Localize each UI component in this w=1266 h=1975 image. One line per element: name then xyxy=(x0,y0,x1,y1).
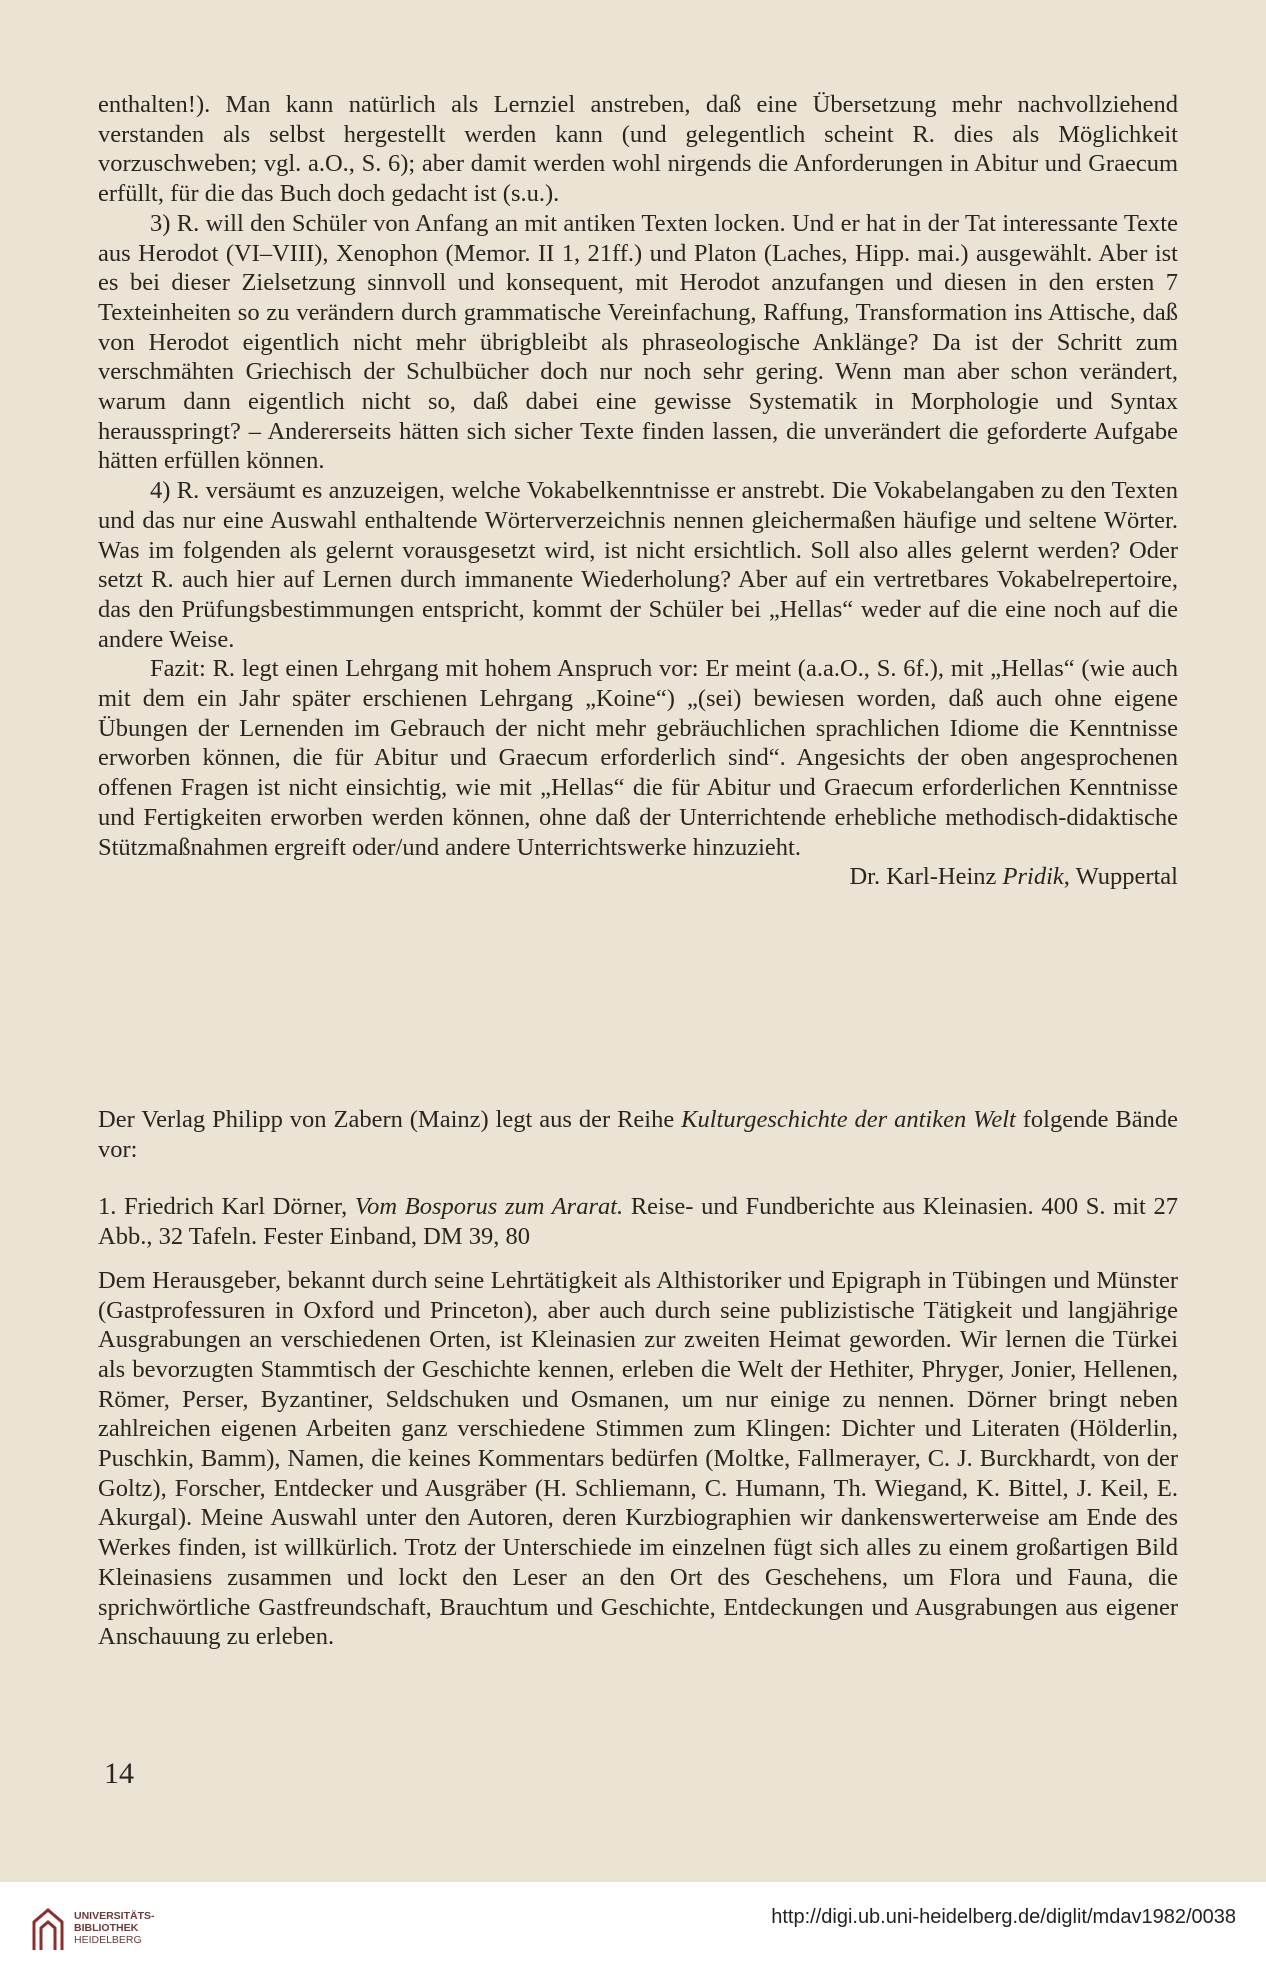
review-section xyxy=(98,90,1178,892)
library-name-line-2: BIBLIOTHEK xyxy=(74,1922,139,1934)
review-paragraph-2: 3) R. will den Schüler von Anfang an mit antiken Texten locken. Und er hat in der Tat interessante Texte aus Herodot (VI–VIII), Xenophon (Memor. II 1, 21ff.) und Platon (Laches, Hipp. mai.) ausgewählt. Aber ist es bei dieser Zielsetzung sinnvoll und konsequent, mit Herodot anzufangen und diesen in den ersten 7 Texteinheiten so zu verändern durch grammatische Vereinfachung, Raffung, Transformation ins Attische, daß von Herodot eigentlich nicht mehr übrigbleibt als phraseologische Anklänge? Da ist der Schritt zum verschmähten Griechisch der Schulbücher doch nur noch sehr gering. Wenn man aber schon verändert, warum dann eigentlich nicht so, daß dabei eine gewisse Systematik in Morphologie und Syntax herausspringt? – Andererseits hätten sich sicher Texte finden lassen, die unverändert die geforderte Aufgabe hätten erfüllen können. xyxy=(98,209,1178,475)
spacer xyxy=(98,1164,1178,1192)
spacer xyxy=(98,1252,1178,1266)
signature-prefix: Dr. Karl-Heinz xyxy=(849,863,1003,891)
review-signature xyxy=(98,862,1178,892)
notice-intro xyxy=(98,1105,1178,1164)
notice-intro-prefix: Der Verlag Philipp von Zabern (Mainz) legt aus der Reihe xyxy=(98,1106,682,1133)
book-entry-title: Vom Bosporus zum Ararat. xyxy=(354,1193,624,1221)
library-name xyxy=(74,1910,155,1946)
source-url-link[interactable]: http://digi.ub.uni-heidelberg.de/diglit/mdav1982/0038 xyxy=(771,1906,1236,1928)
signature-name: Pridik xyxy=(1002,863,1064,891)
series-title: Kulturgeschichte der antiken Welt xyxy=(681,1106,1016,1133)
digitization-footer xyxy=(0,1882,1266,1975)
publisher-notice-section xyxy=(98,1105,1178,1652)
signature-suffix: , Wuppertal xyxy=(1063,863,1178,891)
library-name-line-3: HEIDELBERG xyxy=(74,1934,142,1946)
book-entry-author: 1. Friedrich Karl Dörner, xyxy=(98,1193,355,1221)
book-entry-details: Reise- und Fundberichte aus Kleinasien. 400 S. mit 27 Abb., 32 Tafeln. Fester Einband, DM 39, 80 xyxy=(98,1193,1178,1251)
notice-intro-suffix: folgende Bände vor: xyxy=(98,1106,1178,1163)
review-paragraph-4: Fazit: R. legt einen Lehrgang mit hohem Anspruch vor: Er meint (a.a.O., S. 6f.), mit „Hellas“ (wie auch mit dem ein Jahr später erschienen Lehrgang „Koine“) „(sei) bewiesen worden, daß auch ohne eigene Übungen der Lernenden im Gebrauch der nicht mehr gebräuchlichen sprachlichen Idiome die Kenntnisse erworben können, die für Abitur und Graecum erforderlich sind“. Angesichts der oben angesprochenen offenen Fragen ist nicht einsichtig, wie mit „Hellas“ die für Abitur und Graecum erforderlichen Kenntnisse und Fertigkeiten erworben werden können, ohne daß der Unterrichtende erhebliche methodisch-didaktische Stützmaßnahmen ergreift oder/und andere Unterrichtswerke hinzuzieht. xyxy=(98,655,1178,861)
library-name-line-1: UNIVERSITÄTS- xyxy=(74,1910,155,1922)
review-paragraph-1: enthalten!). Man kann natürlich als Lernziel anstreben, daß eine Übersetzung mehr nachvollziehend verstanden als selbst hergestellt werden kann (und gelegentlich scheint R. dies als Möglichkeit vorzuschweben; vgl. a.O., S. 6); aber damit werden wohl nirgends die Anforderungen in Abitur und Graecum erfüllt, für die das Buch doch gedacht ist (s.u.). xyxy=(98,91,1178,208)
book-entry-1 xyxy=(98,1192,1178,1251)
review-paragraph-3: 4) R. versäumt es anzuzeigen, welche Vokabelkenntnisse er anstrebt. Die Vokabelangaben zu den Texten und das nur eine Auswahl enthaltende Wörterverzeichnis nennen gleichermaßen häufige und seltene Wörter. Was im folgenden als gelernt vorausgesetzt wird, ist nicht ersichtlich. Soll also alles gelernt werden? Oder setzt R. auch hier auf Lernen durch immanente Wiederholung? Aber auf ein vertretbares Vokabelrepertoire, das den Prüfungsbestimmungen entspricht, kommt der Schüler bei „Hellas“ weder auf die eine noch auf die andere Weise. xyxy=(98,477,1178,653)
page-number: 14 xyxy=(104,1757,134,1790)
ub-heidelberg-logo-icon xyxy=(28,1906,68,1954)
book-review-body: Dem Herausgeber, bekannt durch seine Lehrtätigkeit als Althistoriker und Epigraph in Tübingen und Münster (Gastprofessuren in Oxford und Princeton), aber auch durch seine publizistische Tätigkeit und langjährige Ausgrabungen an verschiedenen Orten, ist Kleinasien zur zweiten Heimat geworden. Wir lernen die Türkei als bevorzugten Stammtisch der Geschichte kennen, erleben die Welt der Hethiter, Phryger, Jonier, Hellenen, Römer, Perser, Byzantiner, Seldschuken und Osmanen, um nur einige zu nennen. Dörner bringt neben zahlreichen eigenen Arbeiten ganz verschiedene Stimmen zum Klingen: Dichter und Literaten (Hölderlin, Puschkin, Bamm), Namen, die keines Kommentars bedürfen (Moltke, Fallmerayer, C. J. Burckhardt, von der Goltz), Forscher, Entdecker und Ausgräber (H. Schliemann, C. Humann, Th. Wiegand, K. Bittel, J. Keil, E. Akurgal). Meine Auswahl unter den Autoren, deren Kurzbiographien wir dankenswerterweise am Ende des Werkes finden, ist willkürlich. Trotz der Unterschiede im einzelnen fügt sich alles zu einem großartigen Bild Kleinasiens zusammen und lockt den Leser an den Ort des Geschehens, um Flora und Fauna, die sprichwörtliche Gastfreundschaft, Brauchtum und Geschichte, Entdeckungen und Ausgrabungen aus eigener Anschauung zu erleben. xyxy=(98,1266,1178,1651)
